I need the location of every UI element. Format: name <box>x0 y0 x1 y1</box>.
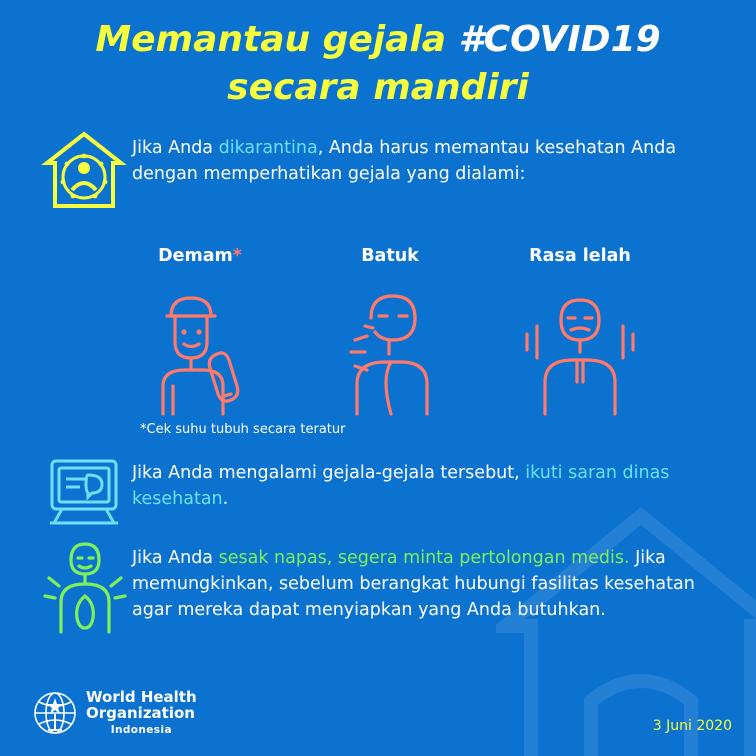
quarantine-highlight: dikarantina <box>218 138 318 158</box>
who-country: Indonesia <box>110 723 172 736</box>
symptoms-list <box>110 246 670 422</box>
house-person-virus-icon <box>36 130 132 212</box>
symptom-label-text: Batuk <box>361 246 419 266</box>
breathing-row <box>36 540 736 636</box>
breathing-text <box>132 540 736 624</box>
who-emblem-icon <box>32 690 78 736</box>
symptom-label-text: Rasa lelah <box>529 246 631 266</box>
quarantine-text <box>132 130 726 188</box>
quarantine-text-a: Jika Anda <box>132 138 219 158</box>
breathing-difficulty-icon <box>36 540 132 636</box>
page-title <box>0 16 756 111</box>
symptom-label <box>300 246 480 266</box>
report-text-b: . <box>222 488 229 509</box>
symptom-label-text: Demam <box>158 246 233 266</box>
who-org-line1: World Health <box>86 688 197 707</box>
computer-message-icon <box>36 455 132 529</box>
who-logo <box>32 689 197 736</box>
symptom-label-star: * <box>232 246 242 266</box>
symptom-item-fever <box>110 246 290 422</box>
report-highlight: ikuti saran dinas kesehatan <box>132 463 670 509</box>
breathing-highlight: sesak napas, segera minta pertolongan medis. <box>218 548 630 568</box>
symptoms-footnote: *Cek suhu tubuh secara teratur <box>140 422 346 437</box>
who-org-line2: Organization <box>86 704 195 723</box>
fever-thermometer-icon <box>110 272 290 422</box>
symptom-label <box>110 246 290 266</box>
report-row <box>36 455 736 529</box>
quarantine-row <box>36 130 726 212</box>
title-line-1 <box>0 16 756 64</box>
report-text <box>132 455 736 513</box>
cough-person-icon <box>300 272 480 422</box>
symptom-item-cough <box>300 246 480 422</box>
title-part-hashtag: #COVID19 <box>458 19 661 60</box>
publication-date: 3 Juni 2020 <box>652 718 732 734</box>
symptom-label <box>490 246 670 266</box>
report-text-a: Jika Anda mengalami gejala-gejala tersebut, <box>132 463 526 483</box>
breathing-text-a: Jika Anda <box>132 548 219 568</box>
tired-person-icon <box>490 272 670 422</box>
title-part-a: Memantau gejala <box>95 19 459 60</box>
breathing-text-b: Jika memungkinkan, sebelum berangkat hubungi fasilitas kesehatan agar mereka dapat menyiapkan yang Anda butuhkan. <box>132 548 695 620</box>
symptom-item-tired <box>490 246 670 422</box>
who-logo-text <box>86 689 197 736</box>
title-line-2: secara mandiri <box>227 66 529 108</box>
quarantine-text-b: , Anda harus memantau kesehatan Anda dengan memperhatikan gejala yang dialami: <box>132 138 677 184</box>
